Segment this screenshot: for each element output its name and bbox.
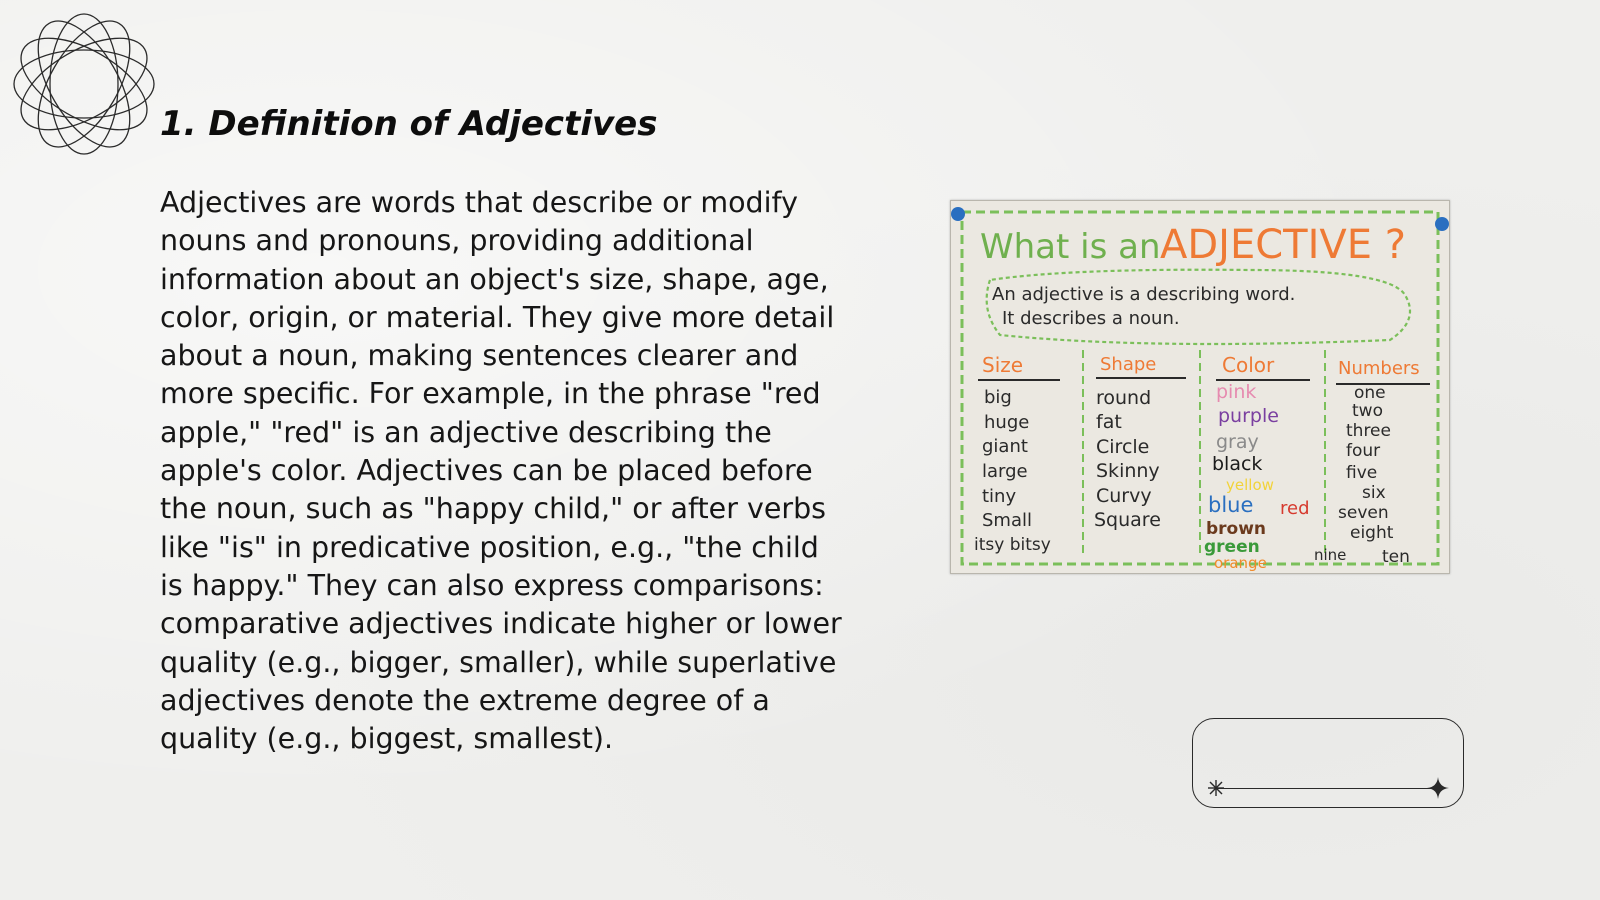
color-word-purple: purple bbox=[1218, 405, 1279, 427]
number-word: one bbox=[1354, 383, 1386, 403]
shape-word: Square bbox=[1094, 509, 1161, 531]
size-word: big bbox=[984, 387, 1012, 408]
color-word-orange: orange bbox=[1214, 554, 1267, 572]
definition-paragraph: Adjectives are words that describe or modify nouns and pronouns, providing additional information about an object's size, shape, age, color, origin, or material. They give more detail about a noun, making sentences clearer and more specific. For example, in the phrase "red apple," "red" is an adjective describing the apple's color. Adjectives can be placed before the noun, such as "happy child," or after verbs like "is" in predicative position, e.g., "the child is happy." They can also express comparisons: comparative adjectives indicate higher or lower quality (e.g., bigger, smaller), while superlative adjectives denote the extreme degree of a quality (e.g., biggest, smallest). bbox=[160, 186, 842, 756]
number-word: seven bbox=[1338, 503, 1389, 523]
number-word: four bbox=[1346, 441, 1381, 461]
pushpin-right-icon bbox=[1435, 217, 1449, 231]
color-word-green: green bbox=[1204, 537, 1260, 557]
size-word: huge bbox=[984, 412, 1030, 433]
number-word: six bbox=[1362, 483, 1386, 503]
number-word: ten bbox=[1382, 547, 1410, 567]
number-word: eight bbox=[1350, 523, 1394, 543]
column-header-color: Color bbox=[1222, 353, 1275, 377]
pushpin-left-icon bbox=[951, 207, 965, 221]
chart-heading-part1: What is an bbox=[980, 227, 1161, 267]
shape-word: fat bbox=[1096, 411, 1122, 433]
definition-line-1: An adjective is a describing word. bbox=[992, 284, 1296, 305]
color-word-pink: pink bbox=[1216, 381, 1257, 403]
sparkle-star-icon bbox=[1427, 777, 1449, 799]
size-word: itsy bitsy bbox=[974, 535, 1051, 555]
color-word-blue: blue bbox=[1208, 493, 1254, 517]
number-word: three bbox=[1346, 421, 1391, 441]
frame-divider-line bbox=[1217, 788, 1439, 789]
number-word: two bbox=[1352, 401, 1383, 421]
size-word: Small bbox=[982, 510, 1032, 531]
slide-title: 1. Definition of Adjectives bbox=[160, 104, 658, 144]
column-header-numbers: Numbers bbox=[1338, 358, 1420, 379]
wireframe-orb-icon bbox=[10, 10, 158, 158]
color-word-red: red bbox=[1280, 498, 1310, 519]
size-word: tiny bbox=[982, 486, 1017, 507]
number-word: nine bbox=[1314, 546, 1347, 564]
definition-line-2: It describes a noun. bbox=[1002, 308, 1180, 329]
shape-word: Curvy bbox=[1096, 485, 1152, 507]
color-word-gray: gray bbox=[1216, 431, 1259, 453]
chart-heading-part2: ADJECTIVE ? bbox=[1160, 222, 1406, 268]
shape-word: round bbox=[1096, 387, 1152, 409]
color-word-brown: brown bbox=[1206, 519, 1267, 539]
shape-word: Skinny bbox=[1096, 460, 1160, 482]
size-word: large bbox=[982, 461, 1028, 482]
number-word: five bbox=[1346, 463, 1378, 483]
color-word-yellow: yellow bbox=[1226, 476, 1274, 494]
shape-word: Circle bbox=[1096, 436, 1150, 458]
color-word-black: black bbox=[1212, 453, 1263, 475]
starburst-icon bbox=[1207, 779, 1225, 797]
rounded-frame-with-stars bbox=[1192, 718, 1464, 808]
size-word: giant bbox=[982, 436, 1028, 457]
column-header-size: Size bbox=[982, 353, 1024, 377]
adjective-anchor-chart-image bbox=[950, 200, 1450, 574]
column-header-shape: Shape bbox=[1100, 354, 1157, 375]
